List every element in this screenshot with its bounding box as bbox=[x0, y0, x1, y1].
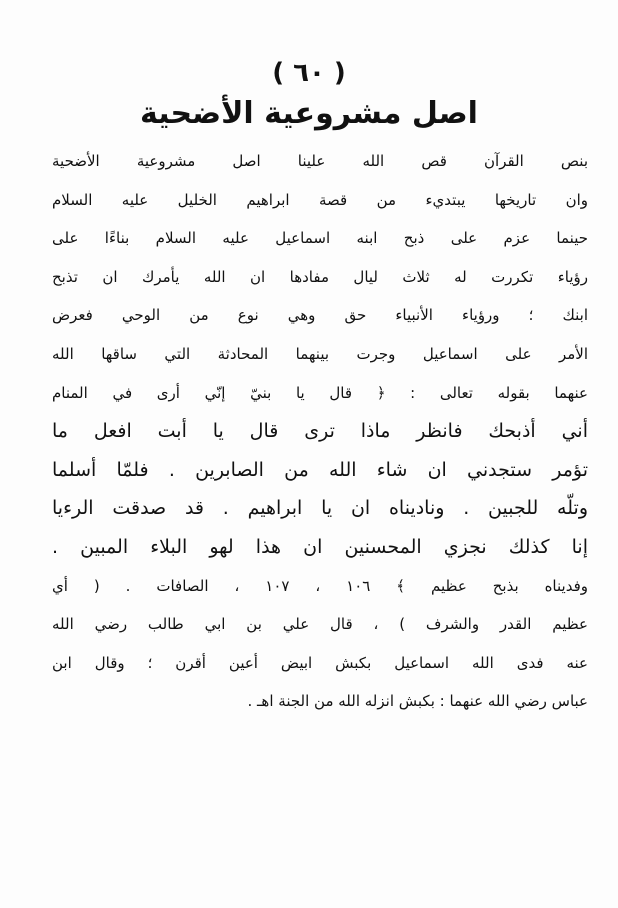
text-line: عنه فدى الله اسماعيل بكبش ابيض أعين أقرن ؛ وقال ابن bbox=[52, 653, 588, 672]
text-line: عباس رضي الله عنهما : بكبش انزله الله من الجنة اهـ . bbox=[247, 692, 588, 711]
text-line: حينما عزم على ذبح ابنه اسماعيل عليه السلام بناءًا على bbox=[52, 229, 588, 248]
text-line: وفديناه بذبح عظيم ﴾ ١٠٦ ، ١٠٧ ، الصافات . ( أي bbox=[52, 576, 588, 595]
text-line: ابنك ؛ ورؤياء الأنبياء حق وهي نوع من الوحي فعرض bbox=[52, 306, 588, 325]
text-line: رؤياء تكررت له ثلاث ليال مفادها ان الله يأمرك ان تذبح bbox=[52, 267, 588, 286]
page-title: اصل مشروعية الأضحية bbox=[140, 96, 478, 131]
text-line: بنص القرآن قص الله علينا اصل مشروعية الأضحية bbox=[52, 152, 588, 170]
quran-verse-line: أني أذبحك فانظر ماذا ترى قال يا أبت افعل ما bbox=[52, 420, 588, 443]
text-line: عنهما بقوله تعالى : ﴿ قال يا بنيّ إنّي أرى في المنام bbox=[52, 383, 588, 402]
body-text bbox=[52, 142, 588, 721]
page-number: ( ٦٠ ) bbox=[272, 58, 346, 88]
quran-verse-line: وتلّه للجبين . وناديناه ان يا ابراهيم . قد صدقت الرءيا bbox=[52, 497, 588, 520]
text-line: وان تاريخها يبتديء من قصة ابراهيم الخليل عليه السلام bbox=[52, 190, 588, 209]
quran-verse-line: تؤمر ستجدني ان شاء الله من الصابرين . فلمّا أسلما bbox=[52, 458, 588, 481]
text-line: عظيم القدر والشرف ) ، قال علي بن ابي طالب رضي الله bbox=[52, 615, 588, 634]
text-line: الأمر على اسماعيل وجرت بينهما المحادثة التي ساقها الله bbox=[52, 344, 588, 363]
quran-verse-line: إنا كذلك نجزي المحسنين ان هذا لهو البلاء المبين . bbox=[52, 535, 588, 558]
